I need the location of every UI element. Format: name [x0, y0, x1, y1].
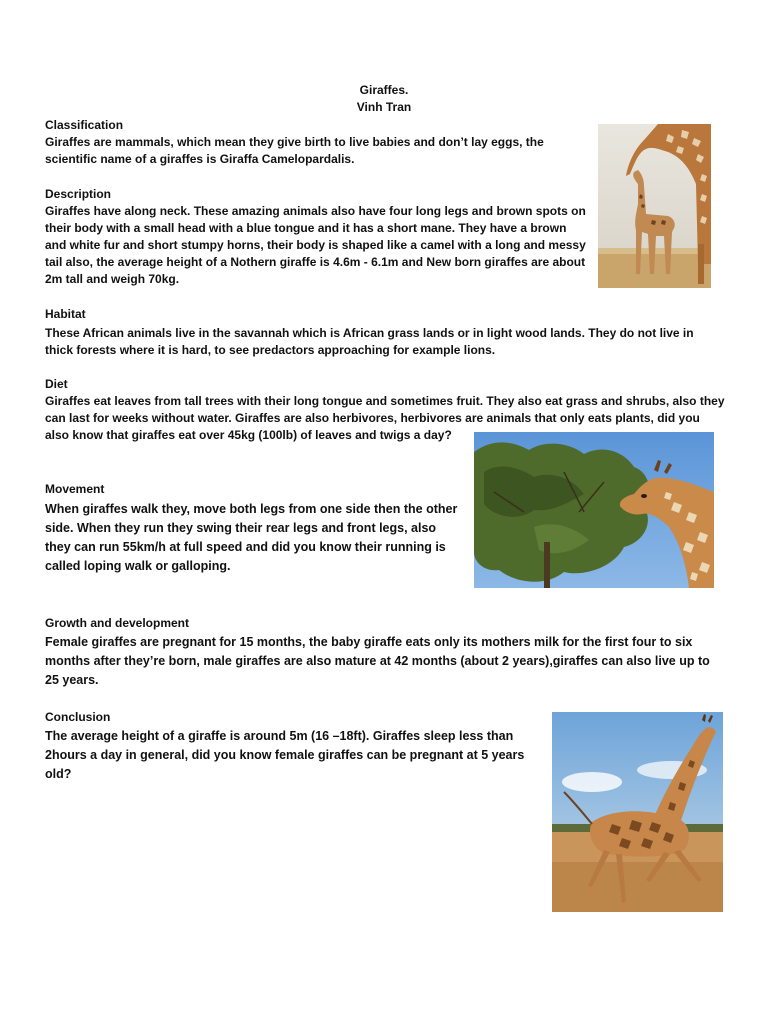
- heading-movement: Movement: [45, 482, 105, 496]
- heading-diet: Diet: [45, 377, 68, 391]
- text-description: Giraffes have along neck. These amazing animals also have four long legs and brown spots on their body with a small head with a blue tongue and it has a short mane. They have a brown and white fur and short stumpy horns, their body is shaped like a camel with a long and messy tail also, the average height of a Nothern giraffe is 4.6m - 6.1m and New born giraffes are about 2m tall and weigh 70kg.: [45, 204, 586, 286]
- text-habitat: These African animals live in the savannah which is African grass lands or in light wood lands. They do not live in thick forests where it is hard, to see predactors approaching for example lions.: [45, 326, 694, 357]
- heading-description: Description: [45, 187, 112, 201]
- text-conclusion: The average height of a giraffe is around 5m (16 –18ft). Giraffes sleep less than 2hours a day in general, did you know female giraffes can be pregnant at 5 years old?: [45, 729, 525, 781]
- mother-and-baby-giraffe-photo: [598, 124, 711, 288]
- text-movement: When giraffes walk they, move both legs from one side then the other side. When they run they swing their rear legs and front legs, also they can run 55km/h at full speed and did you know their running is called loping walk or galloping.: [45, 502, 458, 573]
- doc-title: Giraffes.: [359, 83, 409, 97]
- heading-growth: Growth and development: [45, 616, 190, 630]
- text-classification: Giraffes are mammals, which mean they give birth to live babies and don’t lay eggs, the scientific name of a giraffes is Giraffa Camelopardalis.: [45, 135, 544, 166]
- text-diet: Giraffes eat leaves from tall trees with their long tongue and sometimes fruit. They also eat grass and shrubs, also they can last for weeks without water. Giraffes are also herbivores, herbivores are animals that only eats plants, did you also know that giraffes eat over 45kg (100lb) of leaves and twigs a day?: [45, 394, 725, 442]
- heading-habitat: Habitat: [45, 307, 86, 321]
- heading-conclusion: Conclusion: [45, 710, 111, 724]
- doc-author: Vinh Tran: [356, 100, 412, 114]
- running-giraffe-photo: [552, 712, 723, 912]
- giraffe-eating-from-tree-photo: [474, 432, 714, 588]
- heading-classification: Classification: [45, 118, 124, 132]
- text-growth: Female giraffes are pregnant for 15 months, the baby giraffe eats only its mothers milk for the first four to six months after they’re born, male giraffes are also mature at 42 months (about 2 years),giraffes can also live up to 25 years.: [45, 635, 710, 687]
